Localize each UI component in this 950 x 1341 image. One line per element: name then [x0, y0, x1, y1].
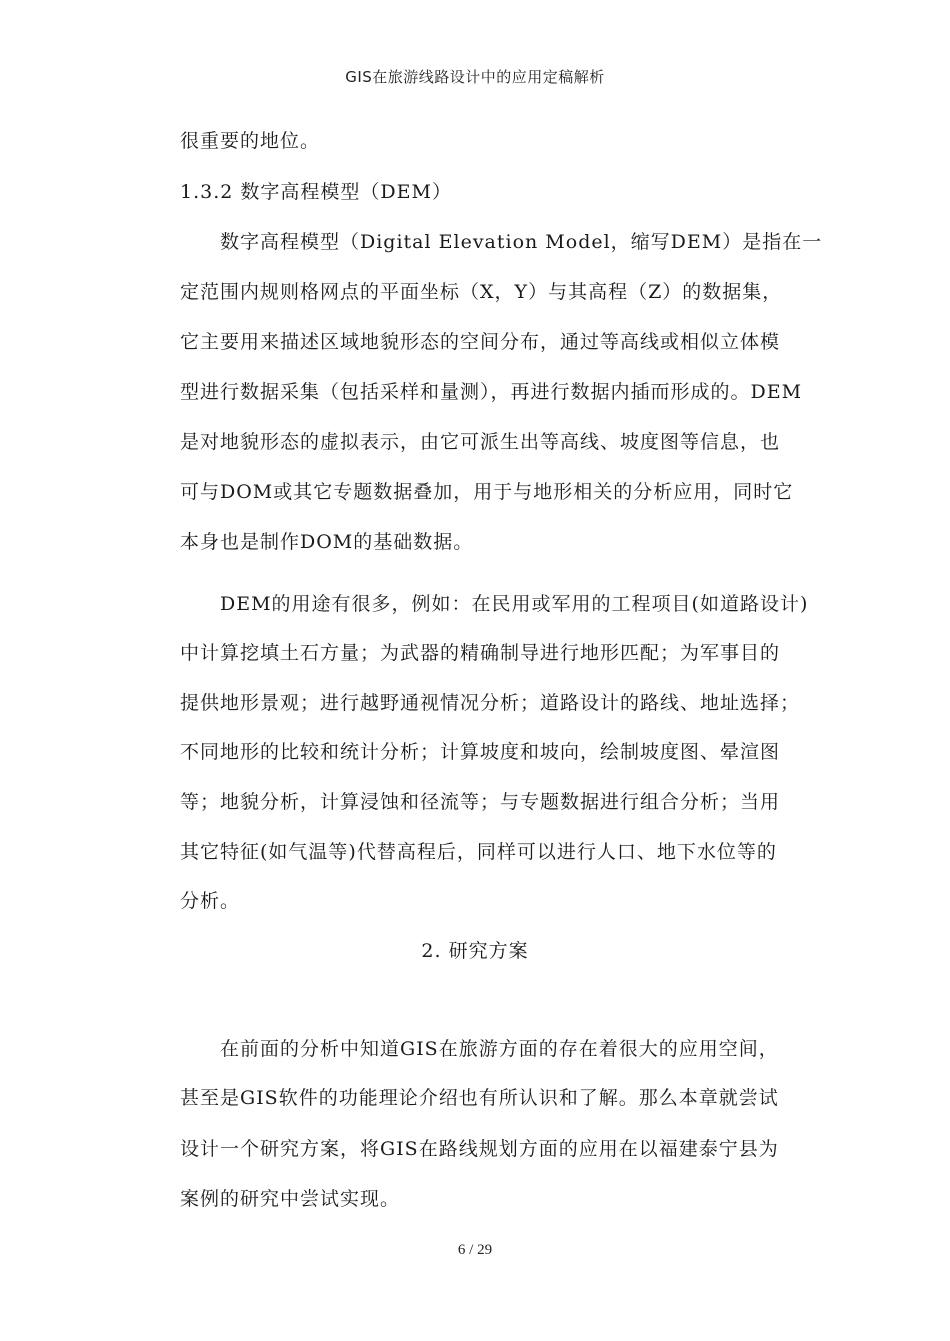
paragraph-line: 是对地貌形态的虚拟表示，由它可派生出等高线、坡度图等信息，也 [180, 431, 781, 453]
paragraph-line: 其它特征(如气温等)代替高程后，同样可以进行人口、地下水位等的 [180, 841, 777, 863]
section-heading-2: 2. 研究方案 [421, 940, 529, 962]
paragraph-line: 型进行数据采集（包括采样和量测），再进行数据内插而形成的。DEM [180, 381, 803, 403]
paragraph-line: 设计一个研究方案，将GIS在路线规划方面的应用在以福建泰宁县为 [180, 1138, 779, 1160]
paragraph-line: 很重要的地位。 [180, 130, 321, 152]
page-number: 6 / 29 [457, 1242, 493, 1258]
paragraph-line: 中计算挖填土石方量；为武器的精确制导进行地形匹配；为军事目的 [180, 642, 781, 664]
paragraph-line: 提供地形景观；进行越野通视情况分析；道路设计的路线、地址选择； [180, 692, 801, 714]
paragraph-line: 本身也是制作DOM的基础数据。 [180, 531, 474, 553]
paragraph-line: 甚至是GIS软件的功能理论介绍也有所认识和了解。那么本章就尝试 [180, 1087, 779, 1109]
section-heading-1-3-2: 1.3.2 数字高程模型（DEM） [180, 181, 452, 203]
paragraph-line: 它主要用来描述区域地貌形态的空间分布，通过等高线或相似立体模 [180, 331, 781, 353]
paragraph-line: 不同地形的比较和统计分析；计算坡度和坡向，绘制坡度图、晕渲图 [180, 741, 781, 763]
paragraph-line: 数字高程模型（Digital Elevation Model，缩写DEM）是指在一 [220, 231, 823, 253]
paragraph-line: 分析。 [180, 890, 241, 912]
running-header: GIS在旅游线路设计中的应用定稿解析 [345, 68, 605, 86]
paragraph-line: DEM的用途有很多，例如：在民用或军用的工程项目(如道路设计) [220, 593, 809, 615]
paragraph-line: 在前面的分析中知道GIS在旅游方面的存在着很大的应用空间， [220, 1038, 779, 1060]
paragraph-line: 案例的研究中尝试实现。 [180, 1188, 401, 1210]
paragraph-line: 定范围内规则格网点的平面坐标（X，Y）与其高程（Z）的数据集， [180, 281, 783, 303]
paragraph-line: 等；地貌分析，计算浸蚀和径流等；与专题数据进行组合分析；当用 [180, 791, 781, 813]
paragraph-line: 可与DOM或其它专题数据叠加，用于与地形相关的分析应用，同时它 [180, 481, 794, 503]
